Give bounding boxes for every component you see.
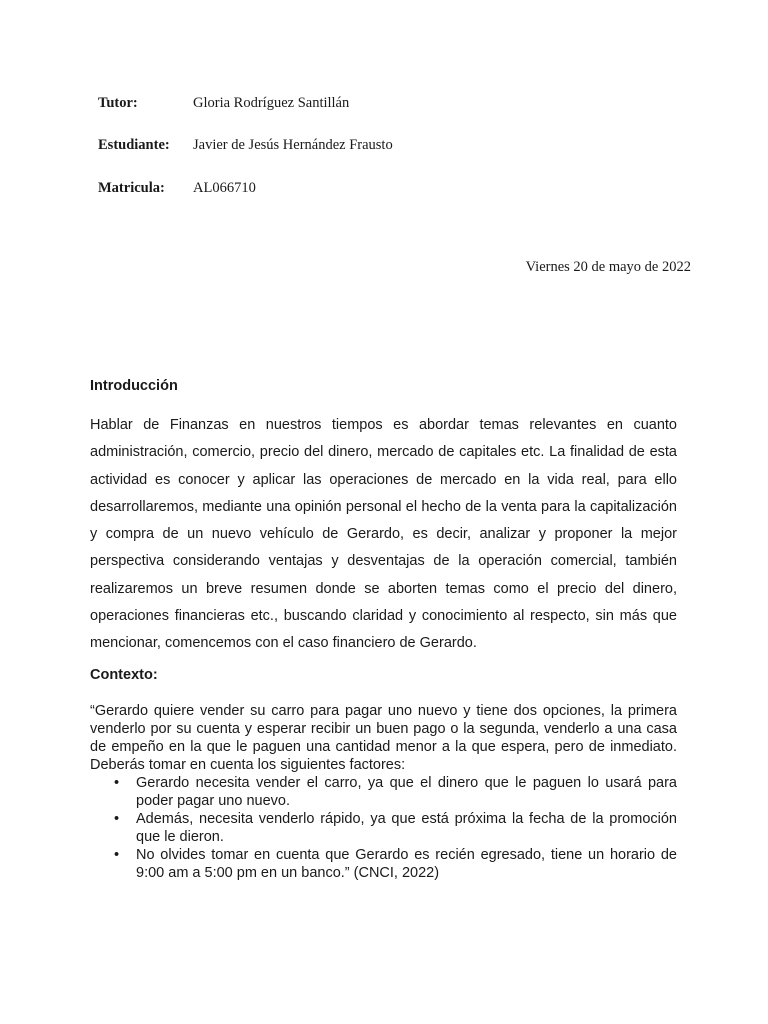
- context-paragraph: “Gerardo quiere vender su carro para pagar uno nuevo y tiene dos opciones, la primera venderlo por su cuenta y esperar recibir un buen pago o la segunda, venderlo a una casa de empeño en la que le paguen una cantidad menor a la que espera, pero de inmediato. Deberás tomar en cuenta los siguientes factores:: [90, 703, 677, 773]
- list-item-text: No olvides tomar en cuenta que Gerardo es recién egresado, tiene un horario de 9:00 am a 5:00 pm en un banco.” (CNCI, 2022): [136, 847, 677, 881]
- introduction-heading: Introducción: [90, 378, 178, 394]
- matricula-row: [98, 179, 256, 197]
- list-item: [90, 774, 677, 810]
- matricula-label: Matricula:: [98, 180, 165, 196]
- tutor-label: Tutor:: [98, 95, 138, 111]
- list-item-text: Además, necesita venderlo rápido, ya que está próxima la fecha de la promoción que le dieron.: [136, 811, 677, 845]
- bullet-icon: •: [114, 775, 120, 791]
- tutor-row: [98, 94, 349, 112]
- tutor-value: Gloria Rodríguez Santillán: [193, 95, 350, 111]
- list-item-text: Gerardo necesita vender el carro, ya que el dinero que le paguen lo usará para poder pagar uno nuevo.: [136, 775, 677, 809]
- list-item: [90, 810, 677, 846]
- student-label: Estudiante:: [98, 137, 170, 153]
- introduction-paragraph: Hablar de Finanzas en nuestros tiempos es abordar temas relevantes en cuanto administración, comercio, precio del dinero, mercado de capitales etc. La finalidad de esta actividad es conocer y aplicar las operaciones de mercado en la vida real, para ello desarrollaremos, mediante una opinión personal el hecho de la venta para la capitalización y compra de un nuevo vehículo de Gerardo, es decir, analizar y proponer la mejor perspectiva considerando ventajas y desventajas de la operación comercial, también realizaremos un breve resumen donde se aborten temas como el precio del dinero, operaciones financieras etc., buscando claridad y conocimiento al respecto, sin más que mencionar, comencemos con el caso financiero de Gerardo.: [90, 417, 677, 652]
- student-row: [98, 136, 393, 154]
- document-date: Viernes 20 de mayo de 2022: [525, 259, 691, 275]
- factors-list: [90, 774, 677, 882]
- bullet-icon: •: [114, 811, 120, 827]
- matricula-value: AL066710: [193, 180, 256, 196]
- bullet-icon: •: [114, 847, 120, 863]
- student-value: Javier de Jesús Hernández Frausto: [193, 137, 393, 153]
- list-item: [90, 846, 677, 882]
- context-heading: Contexto:: [90, 667, 158, 683]
